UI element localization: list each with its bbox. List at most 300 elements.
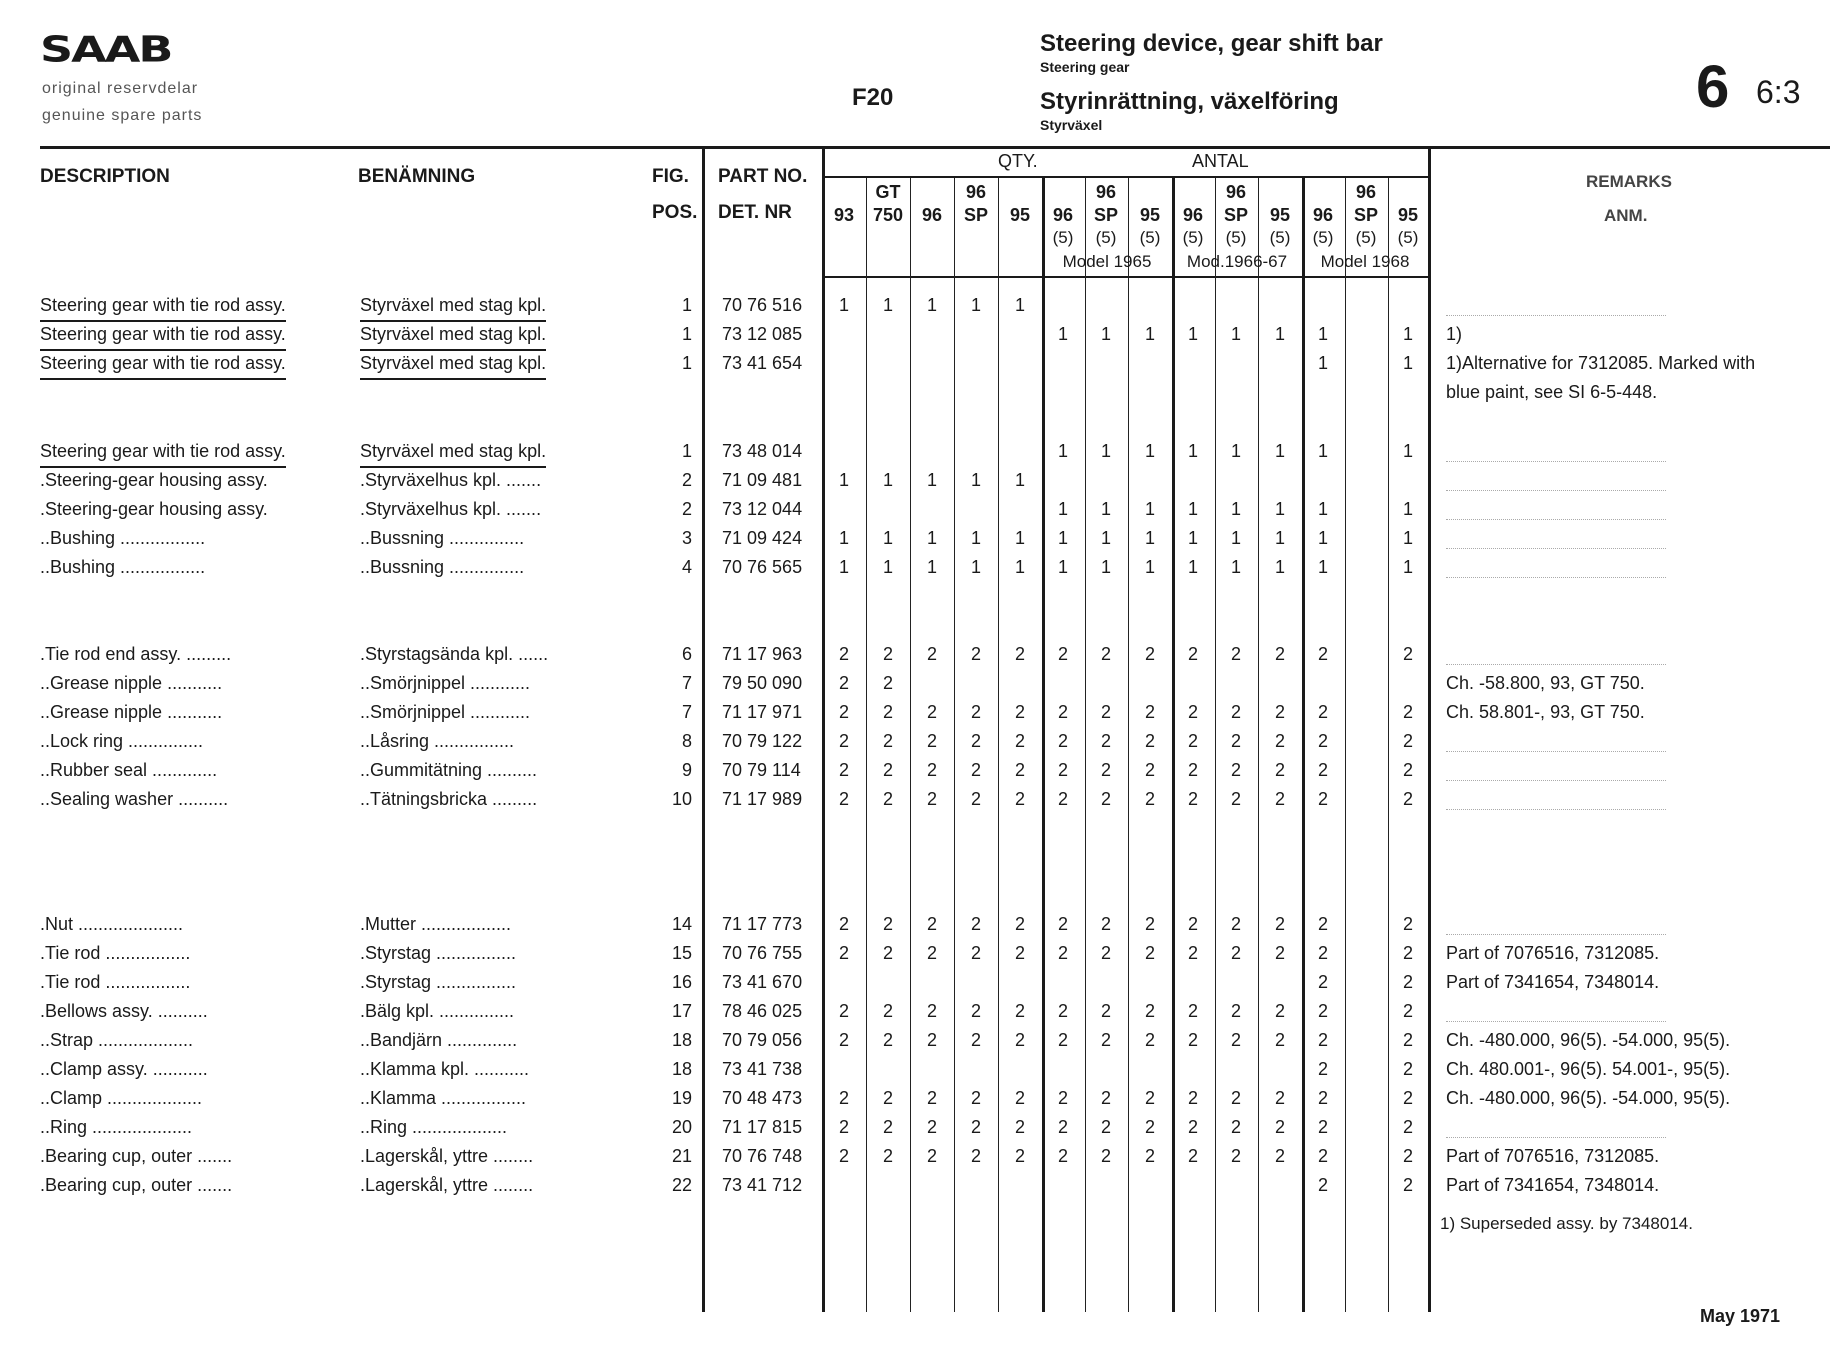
model-header-l3: (5) xyxy=(1312,228,1334,247)
row-qty-cell: 2 xyxy=(970,943,981,963)
group-model-1965: Model 1965 xyxy=(1062,252,1152,271)
row-qty-cell: 2 xyxy=(1144,760,1155,780)
qty-rule xyxy=(822,176,1428,178)
row-qty-cell: 1 xyxy=(1144,557,1155,577)
row-part-number: 70 76 516 xyxy=(722,295,803,315)
row-qty-cell: 2 xyxy=(838,702,849,722)
table-row xyxy=(0,378,1840,407)
row-qty-cell: 2 xyxy=(1057,644,1068,664)
row-qty-cell: 2 xyxy=(926,943,937,963)
row-qty-cell: 1 xyxy=(838,528,849,548)
row-qty-cell: 1 xyxy=(1187,499,1198,519)
row-qty-cell: 2 xyxy=(1187,1117,1198,1137)
row-qty-cell: 2 xyxy=(1402,1117,1413,1137)
row-qty-cell: 2 xyxy=(1317,1175,1328,1195)
row-qty-cell: 2 xyxy=(1014,731,1025,751)
remark-placeholder-line xyxy=(1446,1021,1666,1022)
row-description: .Steering-gear housing assy. xyxy=(40,499,268,519)
row-part-number: 71 09 481 xyxy=(722,470,803,490)
row-qty-cell: 2 xyxy=(1057,1088,1068,1108)
row-part-number: 71 17 963 xyxy=(722,644,803,664)
row-fig-pos: 1 xyxy=(681,441,692,461)
table-row xyxy=(0,968,1840,997)
row-qty-cell: 1 xyxy=(1057,324,1068,344)
row-qty-cell: 2 xyxy=(838,673,849,693)
row-part-number: 71 17 971 xyxy=(722,702,803,722)
row-description: ..Bushing ................. xyxy=(40,557,206,577)
row-benamning: ..Låsring ................ xyxy=(360,731,515,751)
remark-placeholder-line xyxy=(1446,519,1666,520)
row-benamning: .Styrstag ................ xyxy=(360,943,517,963)
row-qty-cell: 2 xyxy=(838,1146,849,1166)
row-qty-cell: 2 xyxy=(1230,644,1241,664)
row-qty-cell: 1 xyxy=(1187,557,1198,577)
remark-placeholder-line xyxy=(1446,577,1666,578)
row-qty-cell: 2 xyxy=(838,1030,849,1050)
row-description: ..Sealing washer .......... xyxy=(40,789,229,809)
header-rule xyxy=(40,146,1830,149)
title-english: Steering device, gear shift bar xyxy=(1040,30,1383,57)
header-anm: ANM. xyxy=(1604,206,1648,225)
row-qty-cell: 2 xyxy=(1187,1088,1198,1108)
row-qty-cell: 2 xyxy=(1057,760,1068,780)
row-qty-cell: 1 xyxy=(1014,557,1025,577)
row-part-number: 73 41 738 xyxy=(722,1059,803,1079)
row-qty-cell: 2 xyxy=(1402,760,1413,780)
row-fig-pos: 19 xyxy=(671,1088,692,1108)
row-qty-cell: 2 xyxy=(1274,914,1285,934)
row-qty-cell: 2 xyxy=(1402,1088,1413,1108)
row-qty-cell: 1 xyxy=(1274,441,1285,461)
row-qty-cell: 1 xyxy=(1057,557,1068,577)
row-qty-cell: 2 xyxy=(926,702,937,722)
model-header-l3: (5) xyxy=(1052,228,1074,247)
row-qty-cell: 1 xyxy=(926,470,937,490)
row-qty-cell: 1 xyxy=(1274,499,1285,519)
row-qty-cell: 2 xyxy=(1144,1146,1155,1166)
row-qty-cell: 1 xyxy=(1144,441,1155,461)
row-qty-cell: 2 xyxy=(926,1146,937,1166)
row-part-number: 71 09 424 xyxy=(722,528,803,548)
row-remark: Part of 7341654, 7348014. xyxy=(1446,1175,1660,1195)
model-header-l2: 95 xyxy=(1397,205,1419,225)
row-qty-cell: 2 xyxy=(1187,1146,1198,1166)
row-qty-cell: 2 xyxy=(838,1088,849,1108)
table-row xyxy=(0,698,1840,727)
row-qty-cell: 2 xyxy=(1014,1146,1025,1166)
table-row xyxy=(0,669,1840,698)
model-header-l3: (5) xyxy=(1182,228,1204,247)
row-qty-cell: 2 xyxy=(970,1088,981,1108)
row-qty-cell: 2 xyxy=(1100,644,1111,664)
row-description: .Bellows assy. .......... xyxy=(40,1001,208,1021)
row-qty-cell: 2 xyxy=(1274,731,1285,751)
remark-placeholder-line xyxy=(1446,809,1666,810)
model-header-l1: 96 xyxy=(1225,182,1247,202)
row-qty-cell: 1 xyxy=(926,295,937,315)
remark-placeholder-line xyxy=(1446,461,1666,462)
row-qty-cell: 2 xyxy=(1057,1117,1068,1137)
table-row xyxy=(0,320,1840,349)
row-qty-cell: 2 xyxy=(838,644,849,664)
row-description: ..Grease nipple ........... xyxy=(40,673,223,693)
row-qty-cell: 2 xyxy=(1057,914,1068,934)
row-qty-cell: 2 xyxy=(882,914,893,934)
row-remark: Ch. 58.801-, 93, GT 750. xyxy=(1446,702,1645,722)
row-qty-cell: 1 xyxy=(1402,499,1413,519)
row-qty-cell: 2 xyxy=(970,1146,981,1166)
row-qty-cell: 2 xyxy=(1014,760,1025,780)
row-qty-cell: 2 xyxy=(1014,644,1025,664)
row-description: Steering gear with tie rod assy. xyxy=(40,437,286,468)
row-qty-cell: 2 xyxy=(1317,943,1328,963)
row-qty-cell: 2 xyxy=(1057,789,1068,809)
row-part-number: 73 41 712 xyxy=(722,1175,803,1195)
row-qty-cell: 1 xyxy=(1014,528,1025,548)
row-qty-cell: 2 xyxy=(1402,1030,1413,1050)
row-description: .Bearing cup, outer ....... xyxy=(40,1146,233,1166)
row-qty-cell: 2 xyxy=(1057,702,1068,722)
row-qty-cell: 2 xyxy=(1317,1117,1328,1137)
row-qty-cell: 2 xyxy=(926,644,937,664)
row-qty-cell: 2 xyxy=(1230,731,1241,751)
model-header-l3: (5) xyxy=(1095,228,1117,247)
table-row xyxy=(0,1142,1840,1171)
row-benamning: .Styrväxelhus kpl. ....... xyxy=(360,470,542,490)
row-qty-cell: 1 xyxy=(882,528,893,548)
row-qty-cell: 2 xyxy=(1402,943,1413,963)
row-qty-cell: 2 xyxy=(1402,1175,1413,1195)
row-qty-cell: 2 xyxy=(1187,1001,1198,1021)
row-qty-cell: 2 xyxy=(1144,1117,1155,1137)
row-benamning: ..Bussning ............... xyxy=(360,528,525,548)
row-part-number: 79 50 090 xyxy=(722,673,803,693)
row-qty-cell: 2 xyxy=(1144,789,1155,809)
row-part-number: 78 46 025 xyxy=(722,1001,803,1021)
row-qty-cell: 2 xyxy=(970,760,981,780)
row-qty-cell: 2 xyxy=(882,760,893,780)
row-qty-cell: 2 xyxy=(1230,702,1241,722)
row-benamning: ..Smörjnippel ............ xyxy=(360,673,531,693)
row-qty-cell: 2 xyxy=(1144,943,1155,963)
row-qty-cell: 2 xyxy=(1317,702,1328,722)
row-qty-cell: 1 xyxy=(970,528,981,548)
row-qty-cell: 1 xyxy=(1317,557,1328,577)
row-description: ..Ring .................... xyxy=(40,1117,193,1137)
row-benamning: .Lagerskål, yttre ........ xyxy=(360,1175,534,1195)
row-qty-cell: 2 xyxy=(1402,972,1413,992)
row-qty-cell: 2 xyxy=(1402,1059,1413,1079)
row-qty-cell: 2 xyxy=(926,914,937,934)
row-qty-cell: 1 xyxy=(1317,353,1328,373)
row-description: ..Clamp assy. ........... xyxy=(40,1059,208,1079)
row-part-number: 73 12 085 xyxy=(722,324,803,344)
row-qty-cell: 1 xyxy=(1274,557,1285,577)
row-description: Steering gear with tie rod assy. xyxy=(40,349,286,380)
table-row xyxy=(0,1171,1840,1200)
row-qty-cell: 2 xyxy=(1144,702,1155,722)
row-part-number: 70 48 473 xyxy=(722,1088,803,1108)
row-qty-cell: 2 xyxy=(1144,644,1155,664)
row-qty-cell: 2 xyxy=(1100,702,1111,722)
row-qty-cell: 1 xyxy=(1187,441,1198,461)
row-qty-cell: 1 xyxy=(1187,528,1198,548)
row-qty-cell: 2 xyxy=(970,1117,981,1137)
subtitle-english: Steering gear xyxy=(1040,59,1130,75)
model-header-l2: 96 xyxy=(1052,205,1074,225)
row-qty-cell: 2 xyxy=(970,644,981,664)
row-qty-cell: 2 xyxy=(1274,1146,1285,1166)
row-qty-cell: 1 xyxy=(970,557,981,577)
model-header-l2: 95 xyxy=(1139,205,1161,225)
row-fig-pos: 10 xyxy=(671,789,692,809)
row-qty-cell: 2 xyxy=(1014,702,1025,722)
row-qty-cell: 2 xyxy=(1274,702,1285,722)
tagline-swedish: original reservdelar xyxy=(42,80,199,97)
row-qty-cell: 2 xyxy=(1274,1030,1285,1050)
row-fig-pos: 7 xyxy=(681,673,692,693)
row-part-number: 70 76 755 xyxy=(722,943,803,963)
row-qty-cell: 1 xyxy=(882,295,893,315)
model-header-l1: 96 xyxy=(1095,182,1117,202)
row-description: .Tie rod ................. xyxy=(40,972,191,992)
row-qty-cell: 2 xyxy=(1317,789,1328,809)
table-row xyxy=(0,1084,1840,1113)
row-qty-cell: 2 xyxy=(882,789,893,809)
row-qty-cell: 2 xyxy=(1144,1088,1155,1108)
row-part-number: 70 79 114 xyxy=(722,760,801,780)
row-qty-cell: 2 xyxy=(838,1117,849,1137)
row-benamning: .Mutter .................. xyxy=(360,914,512,934)
row-fig-pos: 14 xyxy=(671,914,692,934)
row-qty-cell: 2 xyxy=(1230,1146,1241,1166)
row-qty-cell: 2 xyxy=(1402,1146,1413,1166)
row-description: .Nut ..................... xyxy=(40,914,184,934)
row-qty-cell: 1 xyxy=(838,295,849,315)
row-qty-cell: 1 xyxy=(1230,528,1241,548)
row-benamning: ..Klamma ................. xyxy=(360,1088,527,1108)
model-header-l2: 96 xyxy=(921,205,943,225)
row-qty-cell: 2 xyxy=(1100,1146,1111,1166)
model-header-l2: SP xyxy=(1093,205,1118,225)
table-row xyxy=(0,1026,1840,1055)
model-header-l2: SP xyxy=(963,205,988,225)
header-benamning: BENÄMNING xyxy=(358,166,476,187)
row-qty-cell: 2 xyxy=(1187,731,1198,751)
row-qty-cell: 2 xyxy=(926,1030,937,1050)
remark-placeholder-line xyxy=(1446,664,1666,665)
row-fig-pos: 18 xyxy=(671,1059,692,1079)
header-pos: POS. xyxy=(652,202,698,223)
row-qty-cell: 2 xyxy=(1100,760,1111,780)
row-remark: blue paint, see SI 6-5-448. xyxy=(1446,382,1658,402)
row-qty-cell: 2 xyxy=(882,1030,893,1050)
row-fig-pos: 7 xyxy=(681,702,692,722)
row-benamning: ..Tätningsbricka ......... xyxy=(360,789,538,809)
row-qty-cell: 2 xyxy=(1230,1088,1241,1108)
row-qty-cell: 2 xyxy=(926,1088,937,1108)
row-qty-cell: 1 xyxy=(1274,528,1285,548)
row-qty-cell: 2 xyxy=(1317,914,1328,934)
footnote: 1) Superseded assy. by 7348014. xyxy=(1440,1214,1693,1233)
row-qty-cell: 2 xyxy=(1144,1030,1155,1050)
row-qty-cell: 2 xyxy=(838,1001,849,1021)
model-header-l2: 95 xyxy=(1009,205,1031,225)
row-fig-pos: 15 xyxy=(671,943,692,963)
row-part-number: 70 79 122 xyxy=(722,731,803,751)
row-qty-cell: 2 xyxy=(1100,943,1111,963)
row-qty-cell: 2 xyxy=(1100,1117,1111,1137)
row-qty-cell: 1 xyxy=(926,557,937,577)
row-qty-cell: 1 xyxy=(838,557,849,577)
row-qty-cell: 2 xyxy=(926,1117,937,1137)
row-benamning: ..Klamma kpl. ........... xyxy=(360,1059,530,1079)
row-qty-cell: 2 xyxy=(1317,1059,1328,1079)
row-qty-cell: 2 xyxy=(1100,1088,1111,1108)
row-description: Steering gear with tie rod assy. xyxy=(40,320,286,351)
model-header-l2: SP xyxy=(1223,205,1248,225)
row-qty-cell: 2 xyxy=(1230,789,1241,809)
row-qty-cell: 2 xyxy=(1057,1146,1068,1166)
row-fig-pos: 3 xyxy=(681,528,692,548)
row-qty-cell: 1 xyxy=(1402,557,1413,577)
row-qty-cell: 1 xyxy=(1402,528,1413,548)
row-qty-cell: 1 xyxy=(882,557,893,577)
row-qty-cell: 2 xyxy=(1014,1030,1025,1050)
row-qty-cell: 1 xyxy=(1100,557,1111,577)
row-part-number: 70 76 748 xyxy=(722,1146,803,1166)
row-qty-cell: 1 xyxy=(1057,499,1068,519)
remark-placeholder-line xyxy=(1446,751,1666,752)
row-fig-pos: 20 xyxy=(671,1117,692,1137)
row-benamning: ..Gummitätning .......... xyxy=(360,760,538,780)
group-model-1966-67: Mod.1966-67 xyxy=(1186,252,1288,271)
row-remark: 1)Alternative for 7312085. Marked with xyxy=(1446,353,1756,373)
row-qty-cell: 2 xyxy=(1274,760,1285,780)
row-fig-pos: 16 xyxy=(671,972,692,992)
row-qty-cell: 1 xyxy=(1402,441,1413,461)
row-benamning: ..Bandjärn .............. xyxy=(360,1030,518,1050)
row-qty-cell: 2 xyxy=(1317,644,1328,664)
row-fig-pos: 2 xyxy=(681,470,692,490)
row-qty-cell: 2 xyxy=(1402,1001,1413,1021)
row-qty-cell: 2 xyxy=(1274,789,1285,809)
row-qty-cell: 2 xyxy=(882,1117,893,1137)
row-qty-cell: 1 xyxy=(1230,557,1241,577)
model-header-l2: 95 xyxy=(1269,205,1291,225)
header-fig: FIG. xyxy=(652,166,689,187)
row-remark: Ch. -480.000, 96(5). -54.000, 95(5). xyxy=(1446,1030,1731,1050)
row-qty-cell: 2 xyxy=(1014,914,1025,934)
row-qty-cell: 2 xyxy=(1014,789,1025,809)
row-qty-cell: 2 xyxy=(1402,644,1413,664)
model-header-l2: 93 xyxy=(833,205,855,225)
model-header-l3: (5) xyxy=(1225,228,1247,247)
row-qty-cell: 1 xyxy=(1057,441,1068,461)
row-remark: 1) xyxy=(1446,324,1463,344)
row-description: .Tie rod end assy. ......... xyxy=(40,644,232,664)
remark-placeholder-line xyxy=(1446,1137,1666,1138)
row-fig-pos: 17 xyxy=(671,1001,692,1021)
row-description: .Steering-gear housing assy. xyxy=(40,470,268,490)
row-qty-cell: 1 xyxy=(1014,470,1025,490)
remark-placeholder-line xyxy=(1446,780,1666,781)
row-qty-cell: 2 xyxy=(882,644,893,664)
page-number: 6 xyxy=(1696,53,1730,120)
row-qty-cell: 1 xyxy=(1187,324,1198,344)
row-description: ..Lock ring ............... xyxy=(40,731,204,751)
row-part-number: 73 12 044 xyxy=(722,499,803,519)
row-qty-cell: 2 xyxy=(1317,1088,1328,1108)
row-qty-cell: 2 xyxy=(1100,789,1111,809)
row-fig-pos: 4 xyxy=(681,557,692,577)
row-remark: Ch. -480.000, 96(5). -54.000, 95(5). xyxy=(1446,1088,1731,1108)
row-qty-cell: 2 xyxy=(970,731,981,751)
row-qty-cell: 2 xyxy=(838,760,849,780)
row-qty-cell: 1 xyxy=(1100,528,1111,548)
issue-date: May 1971 xyxy=(1700,1306,1781,1326)
row-benamning: ..Smörjnippel ............ xyxy=(360,702,531,722)
model-header-l3: (5) xyxy=(1269,228,1291,247)
row-qty-cell: 1 xyxy=(1402,353,1413,373)
row-qty-cell: 2 xyxy=(1317,731,1328,751)
row-qty-cell: 1 xyxy=(882,470,893,490)
row-benamning: .Lagerskål, yttre ........ xyxy=(360,1146,534,1166)
row-qty-cell: 2 xyxy=(838,789,849,809)
row-fig-pos: 1 xyxy=(681,324,692,344)
row-qty-cell: 2 xyxy=(882,731,893,751)
row-qty-cell: 2 xyxy=(1317,1030,1328,1050)
row-qty-cell: 1 xyxy=(1230,499,1241,519)
row-qty-cell: 1 xyxy=(1317,528,1328,548)
row-benamning: .Styrstag ................ xyxy=(360,972,517,992)
row-qty-cell: 2 xyxy=(1274,943,1285,963)
model-header-l3: (5) xyxy=(1397,228,1419,247)
row-fig-pos: 6 xyxy=(681,644,692,664)
row-qty-cell: 1 xyxy=(1100,441,1111,461)
row-qty-cell: 2 xyxy=(1187,760,1198,780)
row-benamning: ..Bussning ............... xyxy=(360,557,525,577)
row-qty-cell: 2 xyxy=(1402,731,1413,751)
header-detnr: DET. NR xyxy=(718,202,792,223)
row-fig-pos: 2 xyxy=(681,499,692,519)
row-qty-cell: 1 xyxy=(1014,295,1025,315)
row-benamning: Styrväxel med stag kpl. xyxy=(360,349,546,380)
row-qty-cell: 2 xyxy=(1187,702,1198,722)
row-qty-cell: 2 xyxy=(1274,644,1285,664)
remark-placeholder-line xyxy=(1446,315,1666,316)
row-benamning: .Styrväxelhus kpl. ....... xyxy=(360,499,542,519)
row-qty-cell: 2 xyxy=(970,1030,981,1050)
row-qty-cell: 2 xyxy=(1274,1117,1285,1137)
row-qty-cell: 2 xyxy=(838,731,849,751)
row-qty-cell: 2 xyxy=(1187,943,1198,963)
qty-header-bottom xyxy=(822,276,1428,278)
row-qty-cell: 2 xyxy=(1057,943,1068,963)
row-remark: Ch. 480.001-, 96(5). 54.001-, 95(5). xyxy=(1446,1059,1731,1079)
model-header-l1: 96 xyxy=(965,182,987,202)
row-qty-cell: 1 xyxy=(1144,324,1155,344)
model-header-l2: SP xyxy=(1353,205,1378,225)
row-qty-cell: 2 xyxy=(1187,1030,1198,1050)
row-qty-cell: 2 xyxy=(1317,972,1328,992)
row-qty-cell: 2 xyxy=(1187,914,1198,934)
row-part-number: 70 76 565 xyxy=(722,557,803,577)
row-qty-cell: 1 xyxy=(1230,441,1241,461)
remark-placeholder-line xyxy=(1446,548,1666,549)
remark-placeholder-line xyxy=(1446,934,1666,935)
row-qty-cell: 2 xyxy=(926,1001,937,1021)
